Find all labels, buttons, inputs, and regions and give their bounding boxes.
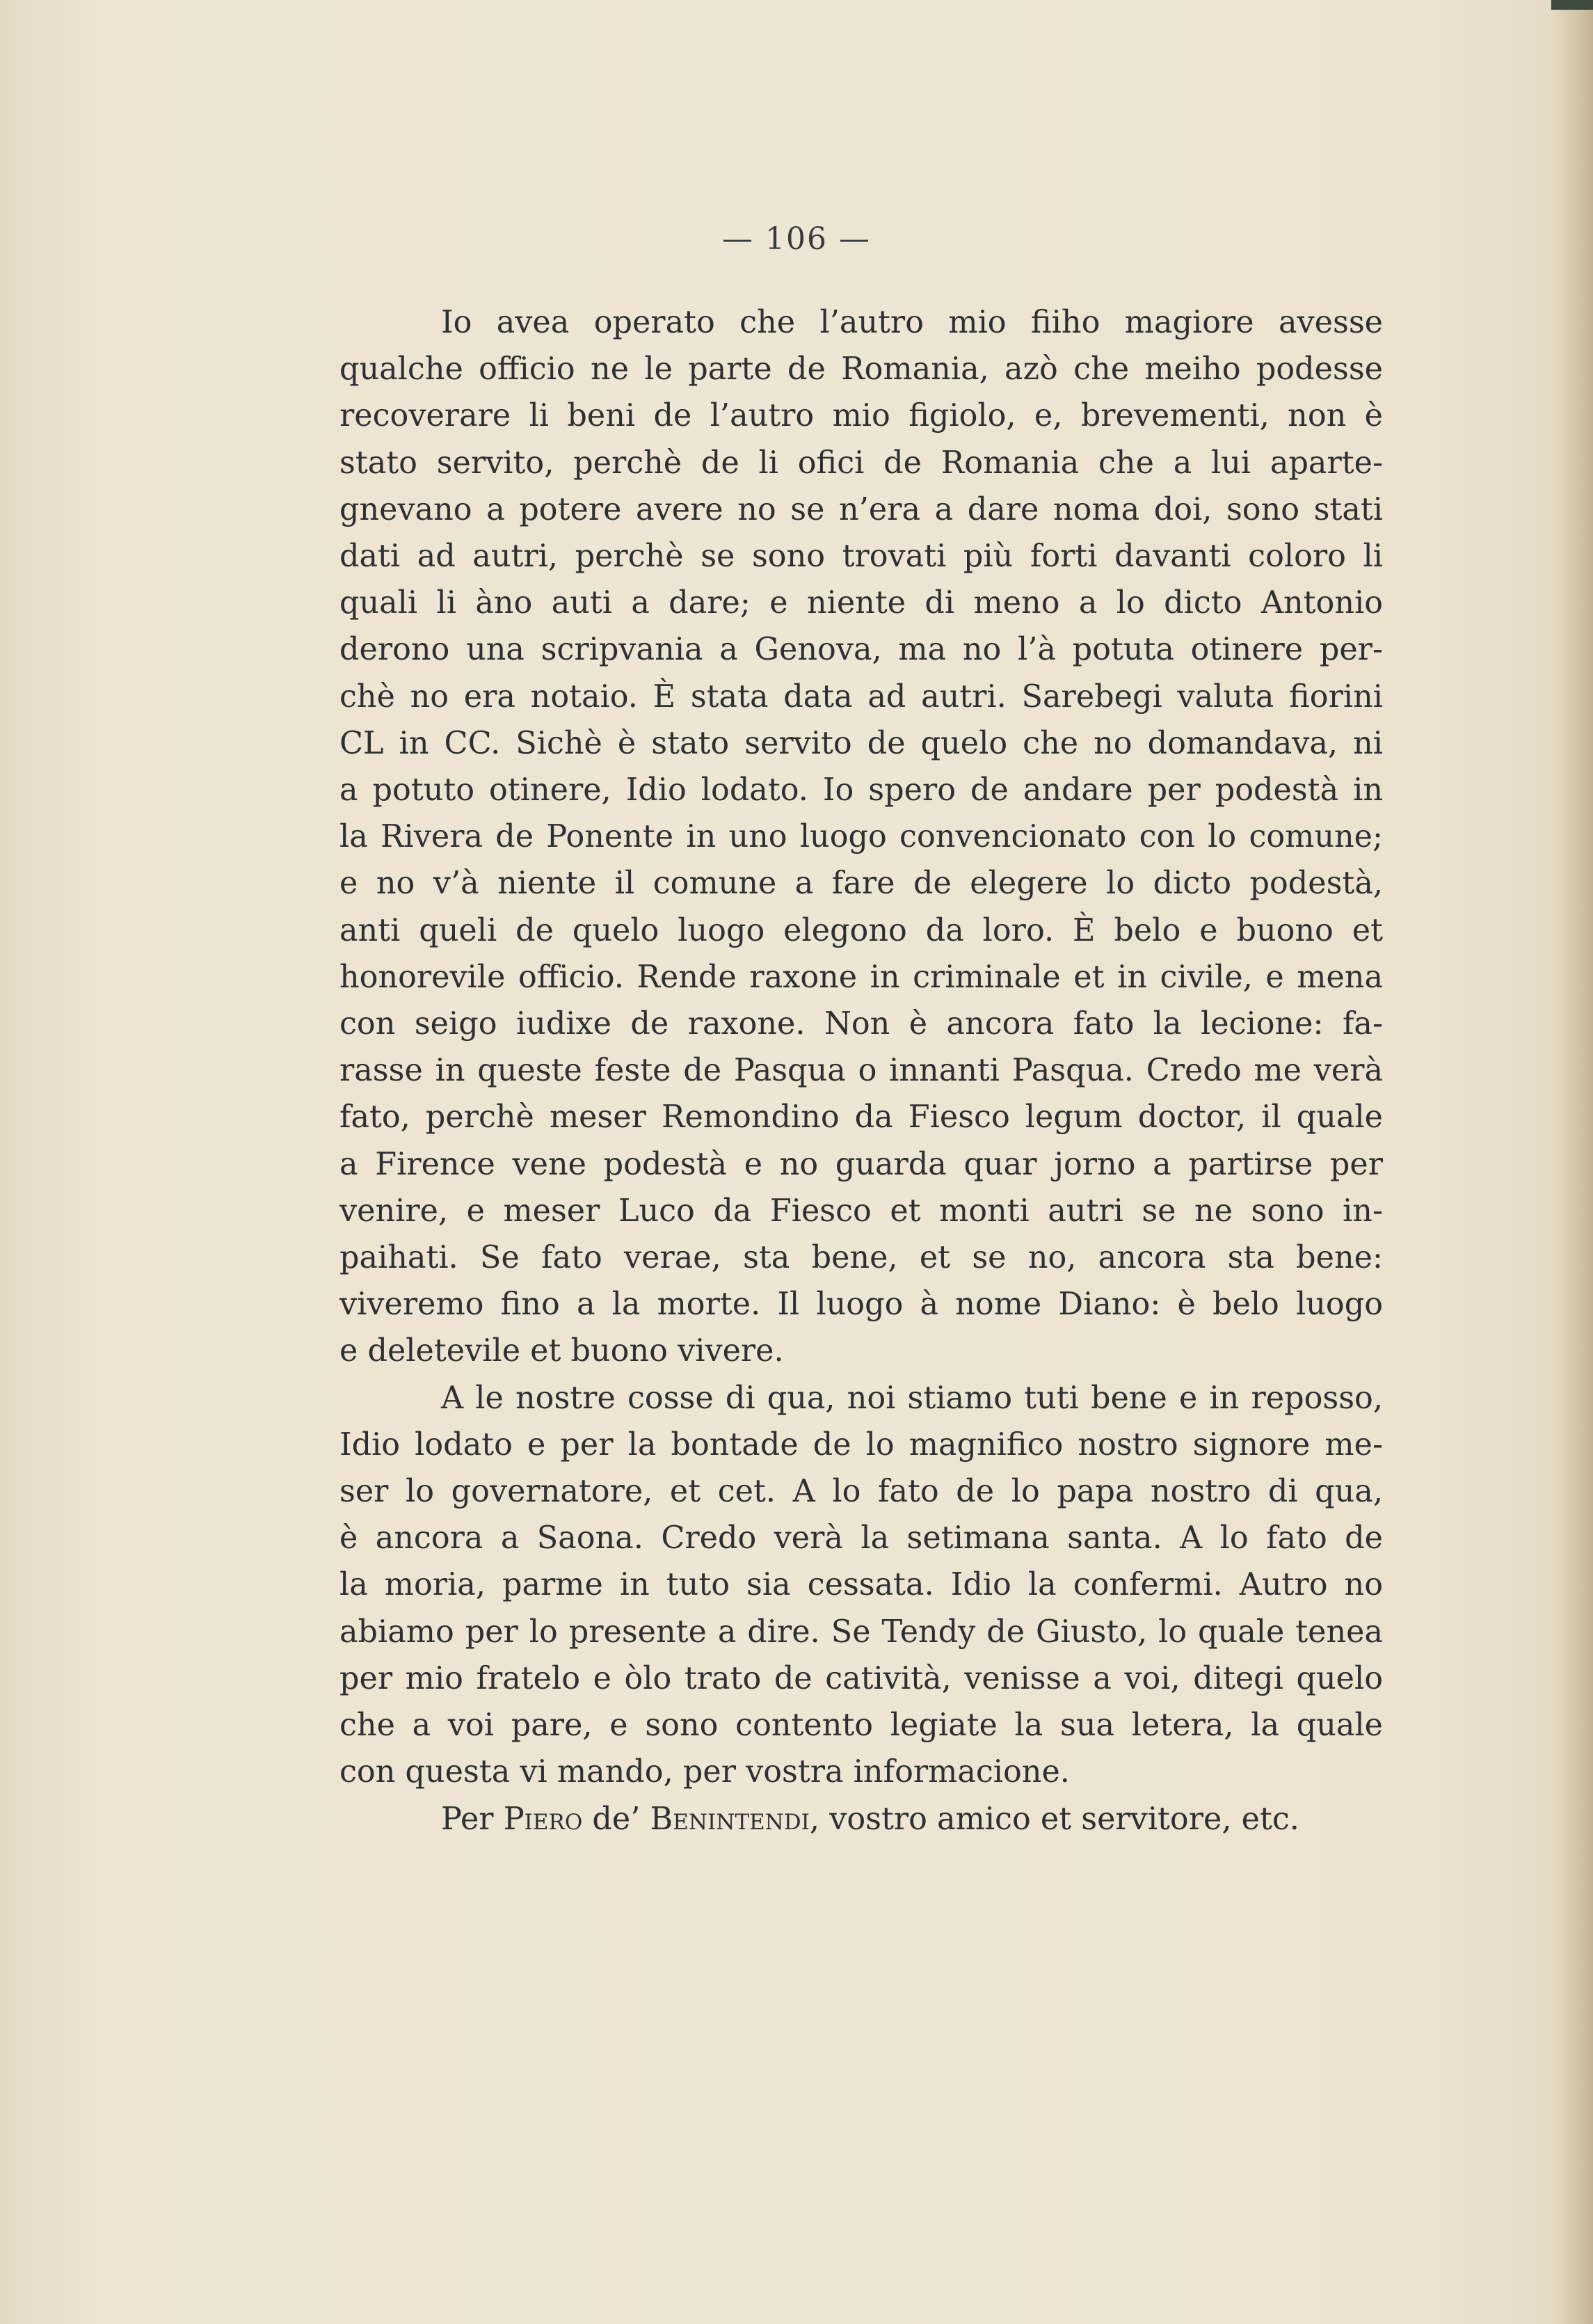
text-line: ser lo governatore, et cet. A lo fato de lo papa nostro di qua, (339, 1474, 1383, 1510)
text-line: con seigo iudixe de raxone. Non è ancora fato la lecione: fa- (339, 1006, 1383, 1042)
text-line: venire, e meser Luco da Fiesco et monti autri se ne sono in- (339, 1193, 1383, 1229)
text-line: derono una scripvania a Genova, ma no l’à potuta otinere per- (339, 632, 1383, 668)
text-line: con questa vi mando, per vostra informacione. (339, 1754, 1070, 1790)
text-line: qualche officio ne le parte de Romania, azò che meiho podesse (339, 351, 1383, 388)
signature-first-name: Piero (503, 1801, 583, 1837)
paragraph-2 (339, 1375, 1383, 1796)
text-line: a Firence vene podestà e no guarda quar jorno a partirse per (339, 1146, 1383, 1182)
paragraph-1 (339, 299, 1383, 1375)
text-line: paihati. Se fato verae, sta bene, et se no, ancora sta bene: (339, 1240, 1383, 1276)
text-line: A le nostre cosse di qua, noi stiamo tuti bene e in reposso, (441, 1380, 1383, 1416)
text-line: e deletevile et buono vivere. (339, 1333, 784, 1369)
binding-corner-mark (1551, 0, 1593, 10)
text-line: che a voi pare, e sono contento legiate la sua letera, la quale (339, 1708, 1383, 1744)
text-line: la Rivera de Ponente in uno luogo convencionato con lo comune; (339, 819, 1383, 855)
text-line: abiamo per lo presente a dire. Se Tendy de Giusto, lo quale tenea (339, 1614, 1383, 1650)
text-line: rasse in queste feste de Pasqua o innanti Pasqua. Credo me verà (339, 1053, 1383, 1089)
text-line: Io avea operato che l’autro mio fiiho magiore avesse (441, 305, 1383, 340)
text-line: viveremo fino a la morte. Il luogo à nome Diano: è belo luogo (339, 1287, 1383, 1323)
text-line: stato servito, perchè de li ofici de Romania che a lui aparte- (339, 445, 1383, 481)
text-line: honorevile officio. Rende raxone in criminale et in civile, e mena (339, 959, 1383, 995)
text-line: gnevano a potere avere no se n’era a dare noma doi, sono stati (339, 491, 1383, 527)
signature-line (339, 1796, 1383, 1843)
text-line: è ancora a Saona. Credo verà la setimana santa. A lo fato de (339, 1520, 1383, 1557)
letter-text (339, 299, 1383, 1843)
text-line: fato, perchè meser Remondino da Fiesco legum doctor, il quale (339, 1099, 1383, 1136)
text-line: CL in CC. Sichè è stato servito de quelo che no domandava, ni (339, 725, 1383, 761)
text-line: chè no era notaio. È stata data ad autri. Sarebegi valuta fiorini (339, 678, 1383, 715)
text-line: recoverare li beni de l’autro mio figiolo, e, brevementi, non è (339, 398, 1383, 434)
signature-suffix: , vostro amico et servitore, etc. (809, 1801, 1299, 1837)
text-line: dati ad autri, perchè se sono trovati più forti davanti coloro li (339, 539, 1383, 575)
text-line: Idio lodato e per la bontade de lo magnifico nostro signore me- (339, 1426, 1383, 1463)
signature-prefix: Per (441, 1801, 504, 1837)
page-number: — 106 — (722, 221, 871, 257)
page-edge-shadow (1551, 0, 1593, 2324)
signature-surname: Benintendi (650, 1801, 810, 1837)
text-line: e no v’à niente il comune a fare de elegere lo dicto podestà, (339, 866, 1383, 902)
text-line: a potuto otinere, Idio lodato. Io spero de andare per podestà in (339, 772, 1383, 809)
text-line: anti queli de quelo luogo elegono da loro. È belo e buono et (339, 912, 1383, 948)
text-line: la moria, parme in tuto sia cessata. Idio la confermi. Autro no (339, 1567, 1383, 1603)
signature-middle: de’ (582, 1801, 650, 1837)
text-line: quali li àno auti a dare; e niente di meno a lo dicto Antonio (339, 585, 1383, 621)
text-line: per mio fratelo e òlo trato de catività, venisse a voi, ditegi quelo (339, 1660, 1383, 1696)
